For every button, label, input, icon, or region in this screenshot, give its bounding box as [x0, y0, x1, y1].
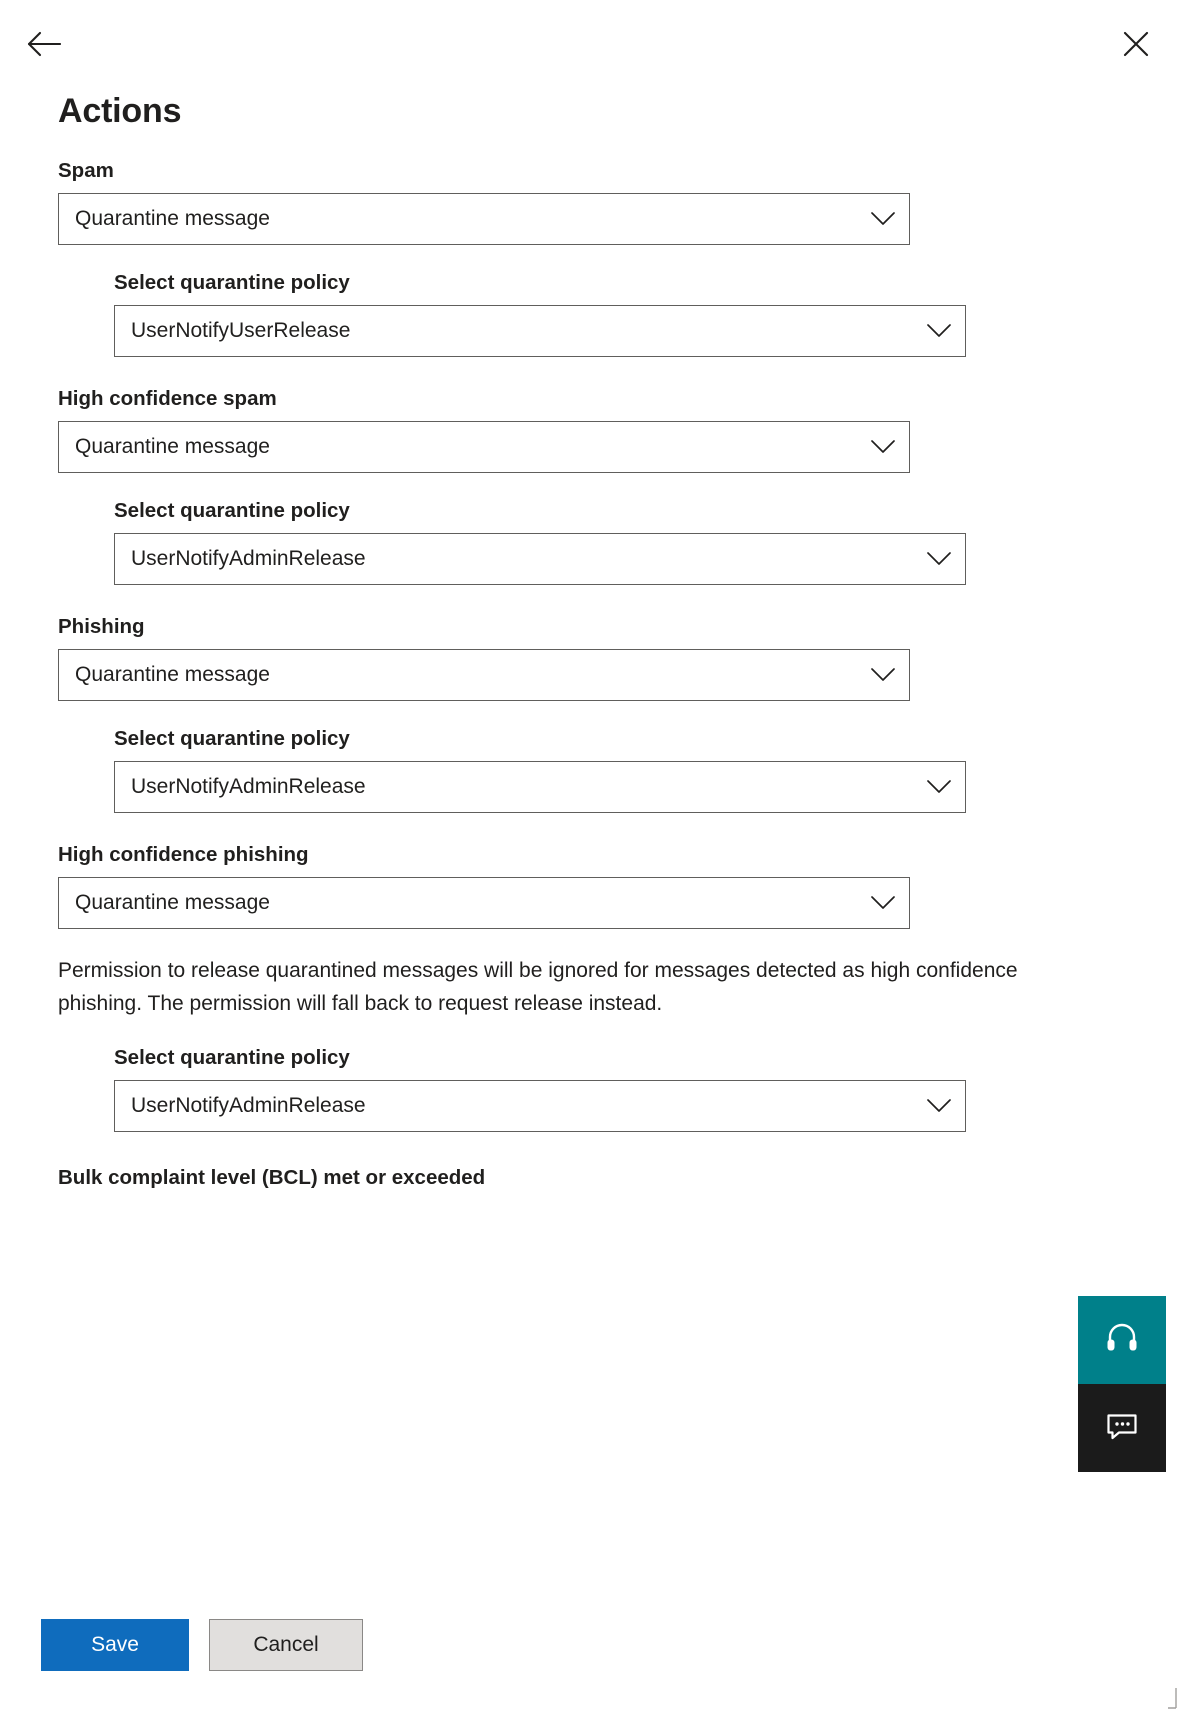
- quarantine-policy-spam: [114, 271, 1120, 357]
- panel-content[interactable]: [0, 88, 1180, 1600]
- feedback-button[interactable]: [1078, 1384, 1166, 1472]
- chevron-down-icon: [927, 1099, 951, 1113]
- headset-icon: [1105, 1321, 1139, 1360]
- dropdown-high-confidence-phishing-action[interactable]: [58, 877, 910, 929]
- cancel-button[interactable]: Cancel: [209, 1619, 363, 1671]
- label-bulk-complaint-level: Bulk complaint level (BCL) met or exceeded: [58, 1166, 486, 1190]
- panel-topbar: [0, 0, 1180, 88]
- dropdown-quarantine-policy-spam-value: UserNotifyUserRelease: [131, 319, 351, 342]
- high-confidence-phishing-note: Permission to release quarantined messages will be ignored for messages detected as high confidence phishing. The permission will fall back to request release instead.: [58, 959, 1018, 1015]
- label-high-confidence-spam: High confidence spam: [58, 387, 277, 410]
- save-button[interactable]: Save: [41, 1619, 189, 1671]
- floating-action-buttons: [1078, 1296, 1166, 1472]
- help-button[interactable]: [1078, 1296, 1166, 1384]
- dropdown-quarantine-policy-phishing-value: UserNotifyAdminRelease: [131, 775, 366, 798]
- dropdown-quarantine-policy-high-confidence-phishing-value: UserNotifyAdminRelease: [131, 1094, 366, 1118]
- dropdown-phishing-action-value: Quarantine message: [75, 663, 270, 686]
- label-quarantine-policy-high-confidence-phishing: Select quarantine policy: [114, 1046, 350, 1070]
- label-spam: Spam: [58, 159, 114, 182]
- dropdown-quarantine-policy-high-confidence-spam[interactable]: [114, 533, 966, 585]
- close-icon: [1123, 31, 1149, 57]
- quarantine-policy-high-confidence-phishing: [114, 1046, 1120, 1132]
- dropdown-high-confidence-spam-action-value: Quarantine message: [75, 435, 270, 458]
- close-button[interactable]: [1114, 22, 1158, 66]
- chevron-down-icon: [927, 324, 951, 338]
- dropdown-high-confidence-phishing-action-value: Quarantine message: [75, 891, 270, 914]
- dropdown-phishing-action[interactable]: [58, 649, 910, 701]
- field-group-spam: [58, 159, 1120, 357]
- label-phishing: Phishing: [58, 615, 145, 638]
- dropdown-spam-action-value: Quarantine message: [75, 207, 270, 230]
- label-quarantine-policy-phishing: Select quarantine policy: [114, 727, 350, 750]
- dropdown-quarantine-policy-phishing[interactable]: [114, 761, 966, 813]
- chevron-down-icon: [927, 552, 951, 566]
- arrow-left-icon: [27, 31, 61, 57]
- feedback-icon: [1105, 1409, 1139, 1448]
- chevron-down-icon: [871, 896, 895, 910]
- dropdown-quarantine-policy-spam[interactable]: [114, 305, 966, 357]
- dropdown-quarantine-policy-high-confidence-spam-value: UserNotifyAdminRelease: [131, 547, 366, 570]
- resize-corner[interactable]: [1162, 1684, 1178, 1710]
- page-title: Actions: [58, 92, 182, 130]
- back-button[interactable]: [22, 22, 66, 66]
- quarantine-policy-high-confidence-spam: [114, 499, 1120, 585]
- chevron-down-icon: [871, 212, 895, 226]
- label-quarantine-policy-high-confidence-spam: Select quarantine policy: [114, 499, 350, 522]
- label-quarantine-policy-spam: Select quarantine policy: [114, 271, 350, 294]
- quarantine-policy-phishing: [114, 727, 1120, 813]
- dropdown-high-confidence-spam-action[interactable]: [58, 421, 910, 473]
- chevron-down-icon: [927, 780, 951, 794]
- dropdown-spam-action[interactable]: [58, 193, 910, 245]
- label-high-confidence-phishing: High confidence phishing: [58, 843, 309, 866]
- chevron-down-icon: [871, 668, 895, 682]
- chevron-down-icon: [871, 440, 895, 454]
- field-group-high-confidence-spam: [58, 387, 1120, 585]
- field-group-high-confidence-phishing: [58, 843, 1120, 1132]
- field-group-phishing: [58, 615, 1120, 813]
- panel-footer: [0, 1600, 1180, 1710]
- dropdown-quarantine-policy-high-confidence-phishing[interactable]: [114, 1080, 966, 1132]
